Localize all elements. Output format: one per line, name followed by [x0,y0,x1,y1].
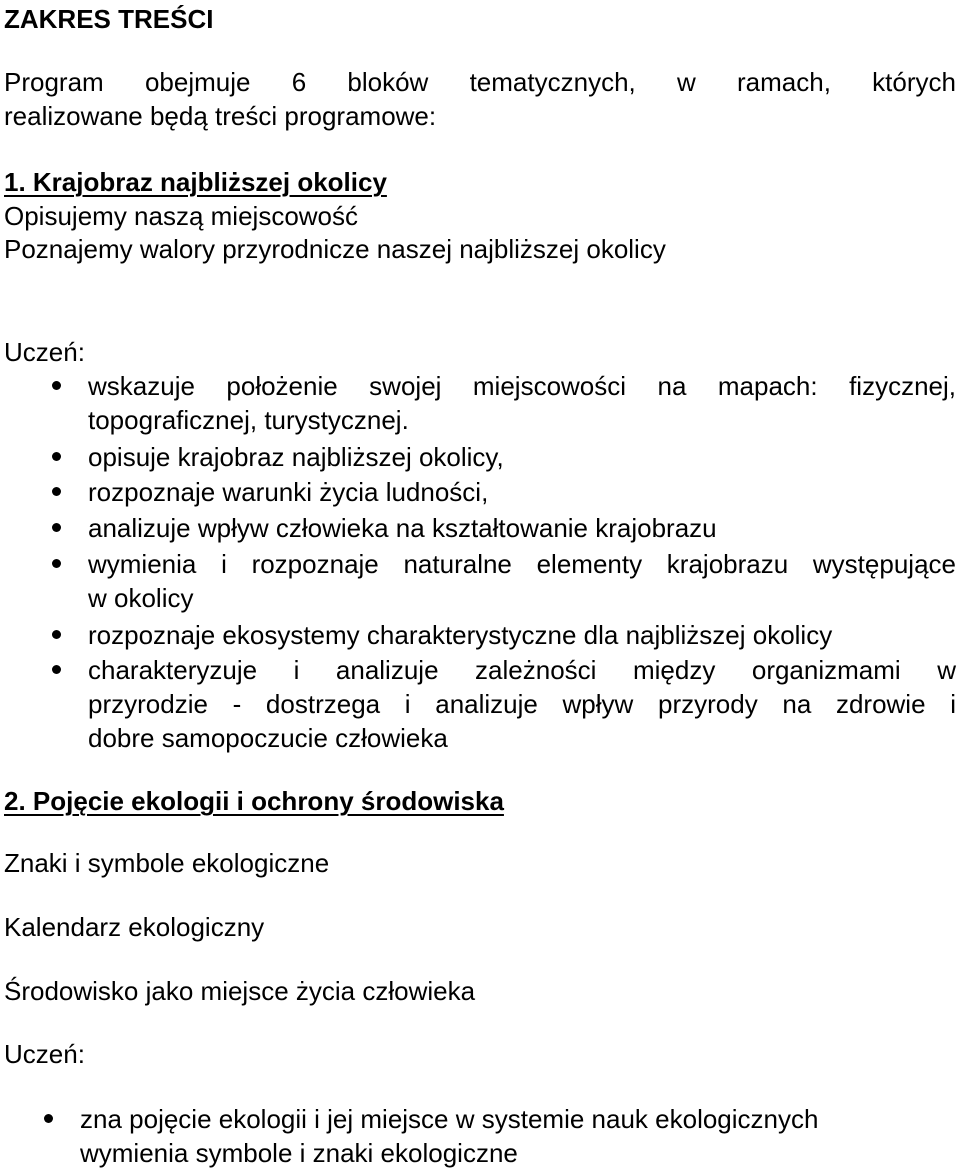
block1-topic-1: Opisujemy naszą miejscowość [4,201,359,231]
block2-title: 2. Pojęcie ekologii i ochrony środowiska [4,786,504,816]
bullet-icon [52,452,61,461]
block2-topic-3: Środowisko jako miejsce życia człowieka [4,976,476,1006]
bullet-icon [52,523,61,532]
block1-topic-2: Poznajemy walory przyrodnicze naszej najbliższej okolicy [4,234,666,264]
block1-student-label: Uczeń: [4,337,85,367]
list-item: charakteryzuje i analizuje zależności między organizmami w przyrodzie - dostrzega i analizuje wpływ przyrody na zdrowie i dobre samopoczucie człowieka [88,655,956,753]
list-item: analizuje wpływ człowieka na kształtowanie krajobrazu [88,513,717,543]
list-item: zna pojęcie ekologii i jej miejsce w systemie nauk ekologicznych wymienia symbole i znaki ekologiczne [80,1104,819,1168]
list-item: rozpoznaje ekosystemy charakterystyczne dla najbliższej okolicy [88,620,833,650]
list-item: rozpoznaje warunki życia ludności, [88,477,489,507]
bullet-icon [52,665,61,674]
bullet-icon [52,559,61,568]
block2-student-label: Uczeń: [4,1039,85,1069]
block1-title: 1. Krajobraz najbliższej okolicy [4,167,387,197]
section-title: ZAKRES TREŚCI [4,4,214,34]
list-item: opisuje krajobraz najbliższej okolicy, [88,442,504,472]
intro-line-2: realizowane będą treści programowe: [4,101,437,131]
block2-topic-2: Kalendarz ekologiczny [4,912,265,942]
bullet-icon [44,1114,53,1123]
intro-line-1: Program obejmuje 6 bloków tematycznych, w ramach, których [4,67,956,97]
bullet-icon [52,630,61,639]
list-item: wymienia i rozpoznaje naturalne elementy krajobrazu występujące w okolicy [88,549,956,613]
bullet-icon [52,381,61,390]
list-item: wskazuje położenie swojej miejscowości na mapach: fizycznej, topograficznej, turystycznej. [88,371,956,435]
block2-topic-1: Znaki i symbole ekologiczne [4,848,330,878]
bullet-icon [52,487,61,496]
